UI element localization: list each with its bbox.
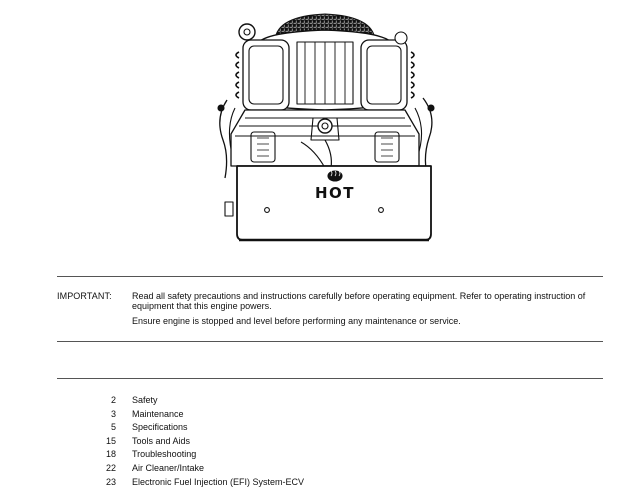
important-label: IMPORTANT:: [57, 291, 112, 301]
divider-top: [57, 276, 603, 277]
important-notice: [132, 291, 602, 326]
engine-illustration: [205, 8, 445, 246]
notice-paragraph: Read all safety precautions and instructions carefully before operating equipment. Refer to operating instruction of equipment that this engine powers.: [132, 291, 586, 311]
toc-title: Tools and Aids: [132, 435, 191, 446]
toc-item[interactable]: [90, 421, 304, 435]
toc-page-number: 5: [110, 422, 116, 433]
toc-page-number: 18: [105, 449, 116, 460]
toc-page-number: 15: [105, 435, 116, 446]
toc-title: Air Cleaner/Intake: [132, 462, 205, 473]
toc-page-number: 3: [110, 408, 116, 419]
toc-item[interactable]: [90, 462, 304, 476]
toc-page-number: 2: [110, 395, 116, 405]
toc-item[interactable]: [90, 435, 304, 449]
toc-title: Maintenance: [132, 408, 184, 419]
toc-item[interactable]: [90, 394, 304, 408]
toc-item[interactable]: [90, 408, 304, 422]
hot-warning-label: HOT: [314, 184, 356, 202]
toc-title: Troubleshooting: [132, 449, 197, 460]
toc-item[interactable]: [90, 476, 304, 489]
toc-page-number: 22: [105, 462, 116, 473]
toc-title: Safety: [132, 395, 158, 405]
toc-title: Electronic Fuel Injection (EFI) System-ECV: [132, 476, 305, 487]
notice-paragraph: Ensure engine is stopped and level before performing any maintenance or service.: [132, 316, 461, 326]
divider-middle: [57, 341, 603, 342]
divider-lower: [57, 378, 603, 379]
toc-title: Specifications: [132, 422, 188, 433]
toc-page-number: 23: [105, 476, 116, 487]
toc-item[interactable]: [90, 448, 304, 462]
table-of-contents: [90, 394, 304, 489]
